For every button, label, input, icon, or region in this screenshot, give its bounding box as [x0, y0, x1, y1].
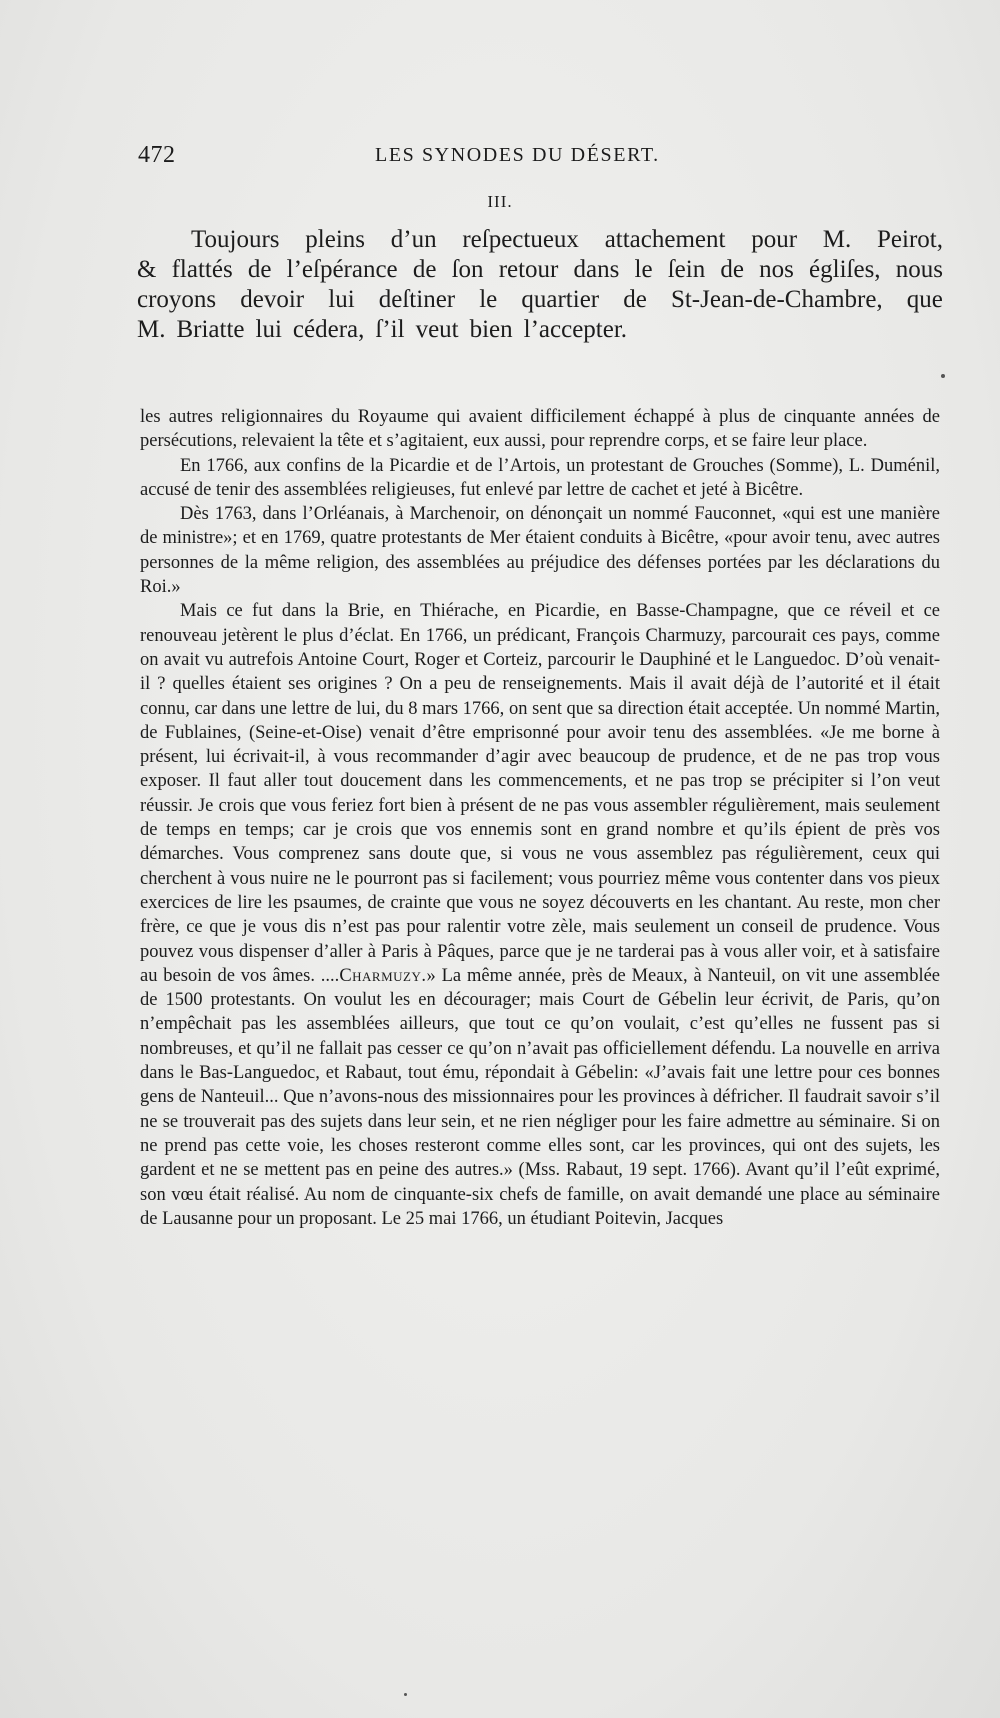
word: Toujours: [191, 226, 280, 253]
word: quartier: [521, 286, 600, 313]
word: reſpectueux: [462, 226, 579, 253]
word: lui: [328, 286, 355, 313]
section-number: III.: [487, 192, 513, 211]
word: de: [623, 286, 647, 313]
word: le: [634, 256, 653, 283]
synod-resolution-text: [137, 225, 943, 345]
ink-speck: [404, 1693, 407, 1696]
word: nos: [759, 256, 794, 283]
word: cédera,: [292, 316, 365, 343]
note-text: Mais ce fut dans la Brie, en Thiérache, en Picardie, en Basse-Champagne, que ce réveil et ce renouveau jetèrent le plus d’éclat. En 1766, un prédicant, François Charmuzy, parcourait ces pays, comme on avait vu autrefois Antoine Court, Roger et Corteiz, parcourir le Dauphiné et le Languedoc. D’où venait-il ? quelles étaient ses origines ? On a peu de renseignements. Mais il avait déjà de l’autorité et il était connu, car dans une lettre de lui, du 8 mars 1766, on sent que sa direction était acceptée. Un nommé Martin, de Fublaines, (Seine-et-Oise) venait d’être emprisonné pour avoir tenu des assemblées. «Je me borne à présent, lui écrivait-il, à vous recommander d’agir avec beaucoup de prudence, et de ne pas trop vous exposer. Il faut aller tout doucement dans les commencements, et ne pas trop se précipiter si l’on veut réussir. Je crois que vous feriez fort bien à présent de ne pas vous assembler régulièrement, mais seulement de temps en temps; car je crois que vos ennemis sont en grand nombre et qu’ils épient de près vos démarches. Vous comprenez sans doute que, si vous ne vous assemblez pas régulièrement, ceux qui cherchent à vous nuire ne le pourront pas si facilement; vous pourriez même vous contenter dans vos pieux exercices de lire les psaumes, de crainte que vous ne soyez découverts en les chantant. Au reste, mon cher frère, ce que je vous dis n’est pas pour ralentir votre zèle, mais seulement un conseil de prudence. Vous pouvez vous dispenser d’aller à Paris à Pâques, parce que je ne tarderai pas à vous aller voir, et à satisfaire au besoin de vos âmes. ....: [140, 601, 940, 986]
word: bien: [469, 316, 513, 343]
signature: Charmuzy.: [339, 965, 427, 986]
word: que: [906, 286, 943, 313]
word: M.: [137, 316, 166, 343]
word: St-Jean-de-Chambre,: [670, 286, 883, 313]
resolution-line: [137, 255, 943, 285]
note-paragraph: En 1766, aux confins de la Picardie et de l’Artois, un protestant de Grouches (Somme), L. Duménil, accusé de tenir des assemblées religieuses, fut enlevé par lettre de cachet et jeté à Bicêtre.: [140, 455, 940, 500]
word: Briatte: [176, 316, 245, 343]
word: croyons: [137, 286, 217, 313]
word: deſtiner: [378, 286, 456, 313]
note-paragraph: [140, 599, 940, 1231]
word: égliſes,: [809, 256, 881, 283]
word: ſ’il: [375, 316, 405, 343]
note-text: » La même année, près de Meaux, à Nanteuil, on vit une assemblée de 1500 protestants. On voulut les en décourager; mais Court de Gébelin leur écrivit, de Paris, qu’on n’empêchait pas les assemblées ailleurs, que tout ce qu’on voulait, c’est qu’elles ne fussent pas si nombreuses, et qu’il ne fallait pas cesser ce qu’on n’avait pas officiellement défendu. La nouvelle en arriva dans le Bas-Languedoc, et Rabaut, tout ému, répondait à Gébelin: «J’avais fait une lettre pour ces bonnes gens de Nanteuil... Que n’avons-nous des missionnaires pour les provinces à défricher. Il faudrait savoir s’il ne se trouverait pas des sujets dans leur sein, et ne rien négliger pour les faire admettre au séminaire. Si on ne prend pas cette voie, les choses resteront comme elles sont, car les provinces, qui ont des sujets, les gardent et ne se mettent pas en peine des autres.» (Mss. Rabaut, 19 sept. 1766). Avant qu’il l’eût exprimé, son vœu était réalisé. Au nom de cinquante-six chefs de famille, on avait demandé une place au séminaire de Lausanne pour un proposant. Le 25 mai 1766, un étudiant Poitevin, Jacques: [140, 965, 941, 1229]
running-title: LES SYNODES DU DÉSERT.: [375, 144, 660, 166]
word: de: [720, 256, 744, 283]
word: de: [247, 256, 272, 283]
word: ſon: [451, 256, 484, 283]
word: Peirot,: [877, 226, 943, 253]
word: l’accepter.: [523, 316, 628, 343]
word: de: [412, 256, 437, 283]
historical-notes: [140, 405, 940, 1231]
word: ſein: [667, 256, 706, 283]
note-paragraph: Dès 1763, dans l’Orléanais, à Marchenoir, on dénonçait un nommé Fauconnet, «qui est une manière de ministre»; et en 1769, quatre protestants de Mer étaient conduits à Bicêtre, «pour avoir tenu, avec autres personnes de la même religion, des assemblées au préjudice des défenses portées par les déclarations du Roi.»: [140, 504, 940, 598]
word: veut: [415, 316, 459, 343]
word: attachement: [604, 226, 726, 253]
ink-speck: [941, 374, 945, 378]
resolution-line: [137, 225, 943, 255]
word: retour: [498, 256, 559, 283]
page-number: 472: [138, 142, 176, 168]
word: l’eſpérance: [286, 256, 398, 283]
resolution-line: [137, 285, 943, 315]
note-paragraph: les autres religionnaires du Royaume qui avaient difficilement échappé à plus de cinquante années de persécutions, relevaient la tête et s’agitaient, eux aussi, pour reprendre corps, et se faire leur place.: [140, 407, 940, 452]
word: devoir: [240, 286, 305, 313]
word: le: [479, 286, 498, 313]
word: nous: [895, 256, 943, 283]
word: &: [137, 256, 157, 283]
word: flattés: [171, 256, 233, 283]
word: lui: [255, 316, 282, 343]
word: dans: [573, 256, 620, 283]
word: d’un: [390, 226, 437, 253]
resolution-line: [137, 315, 943, 345]
word: pour: [751, 226, 798, 253]
word: M.: [822, 226, 852, 253]
word: pleins: [305, 226, 365, 253]
